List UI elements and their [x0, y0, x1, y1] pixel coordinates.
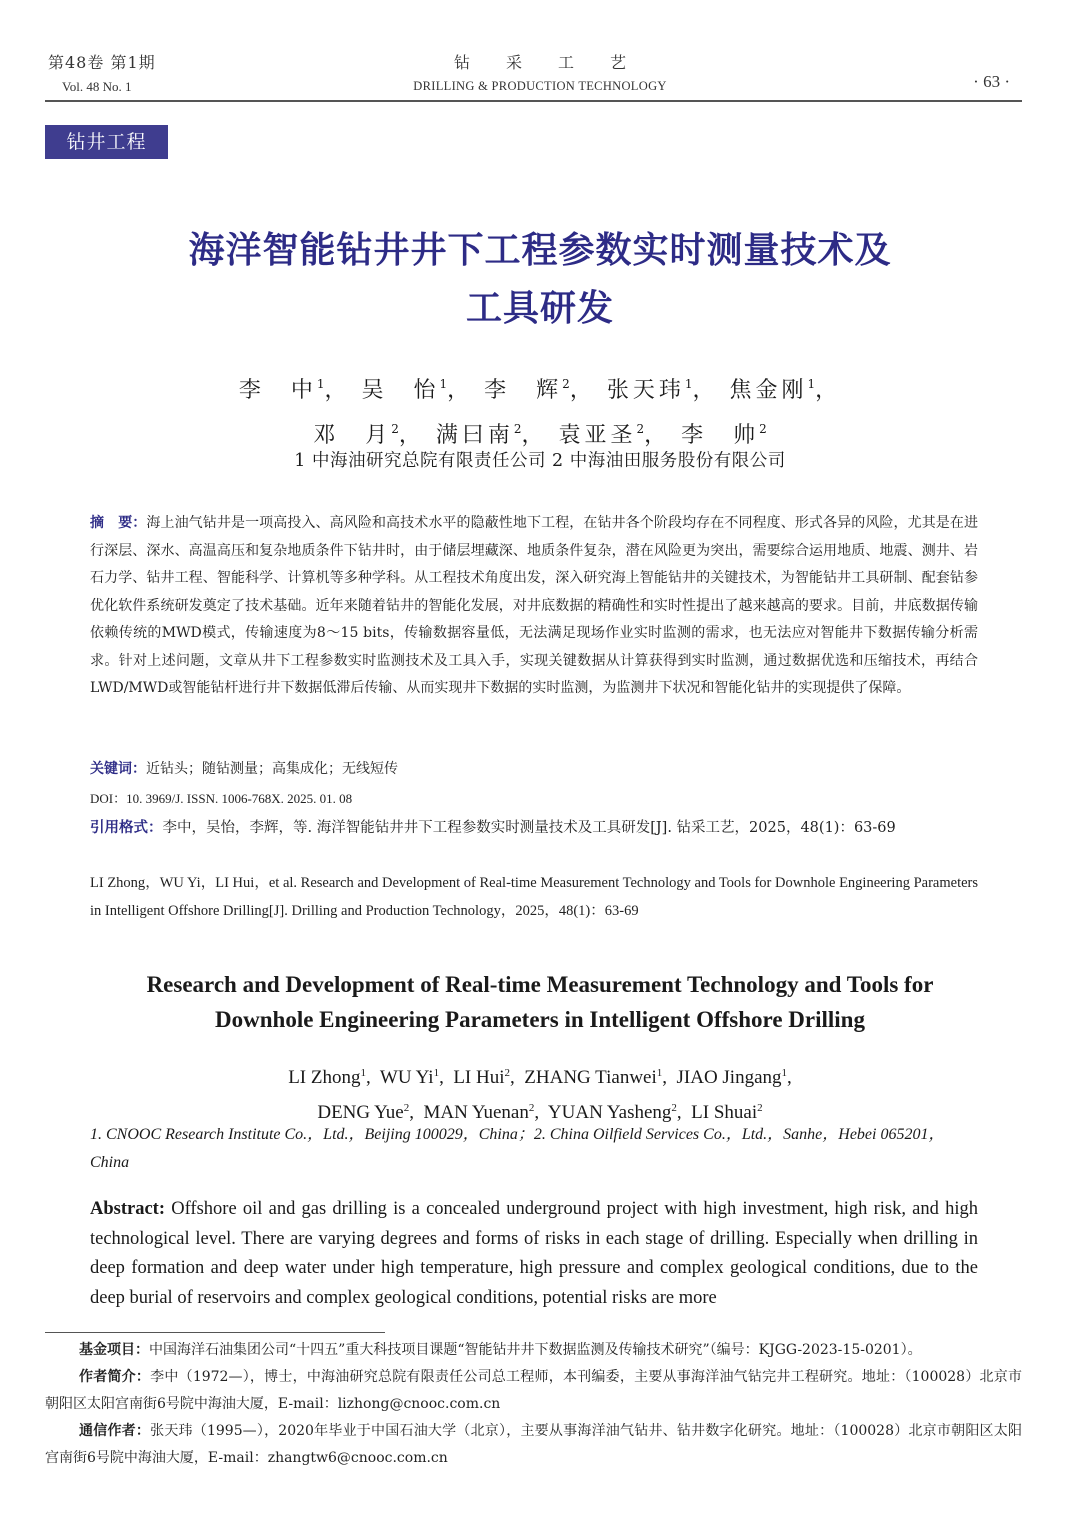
author-affil-mark: 1	[439, 377, 448, 391]
author-en: DENG Yue	[317, 1102, 404, 1123]
citation-cn-label: 引用格式：	[90, 820, 163, 836]
author-affil-mark: 2	[671, 1102, 677, 1114]
author-en: YUAN Yasheng	[547, 1102, 672, 1123]
author-en: WU Yi	[379, 1067, 434, 1088]
author-affil-mark: 1	[360, 1067, 366, 1079]
author-cn: 李 中	[238, 378, 317, 403]
footnote-text: 张天玮（1995—），2020年毕业于中国石油大学（北京），主要从事海洋油气钻井、钻井数字化研究。地址：（100028）北京市朝阳区太阳宫南街6号院中海油大厦，E-mail：zhangtw6@cnooc.com.cn	[45, 1423, 1022, 1466]
footnote-rule	[45, 1332, 385, 1333]
author-affil-mark: 2	[504, 1067, 511, 1079]
footnote-text: 李中（1972—），博士，中海油研究总院有限责任公司总工程师，本刊编委，主要从事海洋油气钻完井工程研究。地址：（100028）北京市朝阳区太阳宫南街6号院中海油大厦，E-mail：lizhong@cnooc.com.cn	[45, 1369, 1023, 1412]
author-affil-mark: 1	[316, 377, 325, 391]
author-affil-mark: 1	[433, 1067, 440, 1079]
page-number: · 63 ·	[973, 72, 1010, 91]
affiliation-cn: 1 中海油研究总院有限责任公司 2 中海油田服务股份有限公司	[294, 451, 786, 471]
footnote-label: 作者简介：	[79, 1369, 151, 1385]
header-rule	[45, 100, 1022, 102]
author-affil-mark: 2	[562, 377, 570, 391]
abstract-cn	[90, 510, 978, 703]
author-cn: 李 辉	[484, 378, 563, 403]
author-affil-mark: 2	[403, 1102, 410, 1114]
abstract-cn-label: 摘 要：	[90, 515, 147, 531]
journal-name-en: DRILLING & PRODUCTION TECHNOLOGY	[413, 79, 667, 93]
author-affil-mark: 1	[656, 1067, 663, 1079]
author-line-en-2: DENG Yue$^2$, MAN Yuenan$^2$, YUAN Yasheng$^2$, LI Shuai$^2$	[317, 1102, 763, 1123]
title-en-line1: Research and Development of Real-time Measurement Technology and Tools for	[146, 972, 934, 997]
volume-en: Vol. 48 No. 1	[62, 79, 132, 94]
author-cn: 李 帅	[681, 423, 760, 448]
footnote-text: 中国海洋石油集团公司“十四五”重大科技项目课题“智能钻井井下数据监测及传输技术研究”（编号：KJGG-2023-15-0201）。	[149, 1342, 922, 1358]
footnote-funding	[45, 1337, 1022, 1364]
author-affil-mark: 2	[757, 1102, 763, 1114]
author-cn: 满曰南	[435, 423, 514, 448]
keywords-label: 关键词：	[90, 761, 146, 777]
author-affil-mark: 1	[807, 377, 816, 391]
author-en: LI Zhong	[288, 1067, 361, 1088]
footnote-author-bio	[45, 1364, 1022, 1418]
author-affil-mark: 2	[528, 1102, 535, 1114]
author-cn: 焦金刚	[729, 378, 808, 403]
author-en: LI Shuai	[691, 1102, 758, 1123]
keywords-text: 近钻头；随钻测量；高集成化；无线短传	[146, 761, 398, 777]
author-list-en	[60, 1058, 1020, 1128]
author-cn: 张天玮	[606, 378, 685, 403]
author-en: JIAO Jingang	[676, 1067, 782, 1088]
volume-cn: 第48卷 第1期	[48, 53, 156, 72]
author-affil-mark: 1	[781, 1067, 788, 1079]
author-list-cn	[60, 365, 1020, 455]
title-en-line2: Downhole Engineering Parameters in Intelligent Offshore Drilling	[215, 1007, 865, 1032]
author-affil-mark: 2	[513, 422, 522, 436]
journal-name-cn: 钻采工艺	[453, 53, 662, 72]
title-cn-line2: 工具研发	[465, 288, 614, 329]
citation-cn-text: 李中，吴怡，李辉，等. 海洋智能钻井井下工程参数实时测量技术及工具研发[J]. 钻采工艺，2025，48(1)：63-69	[162, 820, 896, 836]
article-title-cn	[60, 222, 1020, 338]
footnote-label: 基金项目：	[79, 1342, 149, 1358]
citation-cn	[90, 814, 978, 842]
running-header-volume	[48, 50, 248, 95]
footnote-label: 通信作者：	[79, 1423, 151, 1439]
author-en: LI Hui	[453, 1067, 505, 1088]
author-en: MAN Yuenan	[423, 1102, 529, 1123]
author-line-en-1: LI Zhong$^1$, WU Yi$^1$, LI Hui$^2$, ZHANG Tianwei$^1$, JIAO Jingang$^1$,	[288, 1067, 792, 1088]
author-cn: 袁亚圣	[558, 423, 637, 448]
keywords	[90, 758, 398, 778]
author-affil-mark: 2	[391, 422, 399, 436]
affiliation-en: 1. CNOOC Research Institute Co.，Ltd.，Beijing 100029，China；2. China Oilfield Services Co.，Ltd.，Sanhe，Hebei 065201，China	[90, 1126, 945, 1171]
abstract-en-text: Offshore oil and gas drilling is a concealed underground project with high investment, high risk, and high technological level. There are varying degrees and forms of risks in each stage of drilling. Especially when drilling in deep formation and deep water under high temperature, high pressure and complex geological conditions, due to the deep burial of reservoirs and complex geological conditions, potential risks are more	[90, 1199, 978, 1308]
title-cn-line1: 海洋智能钻井井下工程参数实时测量技术及	[188, 230, 892, 271]
author-cn: 吴 怡	[361, 378, 440, 403]
doi: DOI：10. 3969/J. ISSN. 1006-768X. 2025. 01. 08	[90, 791, 353, 806]
abstract-en	[90, 1195, 978, 1313]
author-line-cn-2: 邓 月$^2$， 满曰南$^2$， 袁亚圣$^2$， 李 帅$^2$	[313, 422, 767, 448]
article-title-en	[60, 967, 1020, 1037]
citation-en: LI Zhong，WU Yi，LI Hui，et al. Research and Development of Real-time Measurement Technology and Tools for Downhole Engineering Parameters in Intelligent Offshore Drilling[J]. Drilling and Production Technology，2025，48(1)：63-69	[90, 875, 978, 919]
author-affil-mark: 2	[636, 422, 645, 436]
abstract-en-label: Abstract:	[90, 1199, 166, 1219]
author-affil-mark: 1	[684, 377, 693, 391]
author-cn: 邓 月	[313, 423, 392, 448]
footnotes	[45, 1337, 1022, 1472]
section-tag: 钻井工程	[45, 125, 168, 159]
abstract-cn-text: 海上油气钻井是一项高投入、高风险和高技术水平的隐蔽性地下工程，在钻井各个阶段均存在不同程度、形式各异的风险，尤其是在进行深层、深水、高温高压和复杂地质条件下钻井时，由于储层埋藏深、地质条件复杂，潜在风险更为突出，需要综合运用地质、地震、测井、岩石力学、钻井工程、智能科学、计算机等多种学科。从工程技术角度出发，深入研究海上智能钻井的关键技术，为智能钻井工具研制、配套钻参优化软件系统研发奠定了技术基础。近年来随着钻井的智能化发展，对井底数据的精确性和实时性提出了越来越高的要求。目前，井底数据传输依赖传统的MWD模式，传输速度为8～15 bits，传输数据容量低，无法满足现场作业实时监测的需求，也无法应对智能井下数据传输分析需求。针对上述问题，文章从井下工程参数实时监测技术及工具入手，实现关键数据从计算获得到实时监测，通过数据优选和压缩技术，再结合LWD/MWD或智能钻杆进行井下数据低滞后传输、从而实现井下数据的实时监测，为监测井下状况和智能化钻井的实现提供了保障。	[90, 515, 978, 696]
footnote-corresponding	[45, 1418, 1022, 1472]
author-line-cn-1: 李 中$^1$， 吴 怡$^1$， 李 辉$^2$， 张天玮$^1$， 焦金刚$^1$，	[238, 377, 842, 403]
running-header-journal	[360, 50, 720, 94]
author-en: ZHANG Tianwei	[524, 1067, 657, 1088]
author-affil-mark: 2	[759, 422, 767, 436]
